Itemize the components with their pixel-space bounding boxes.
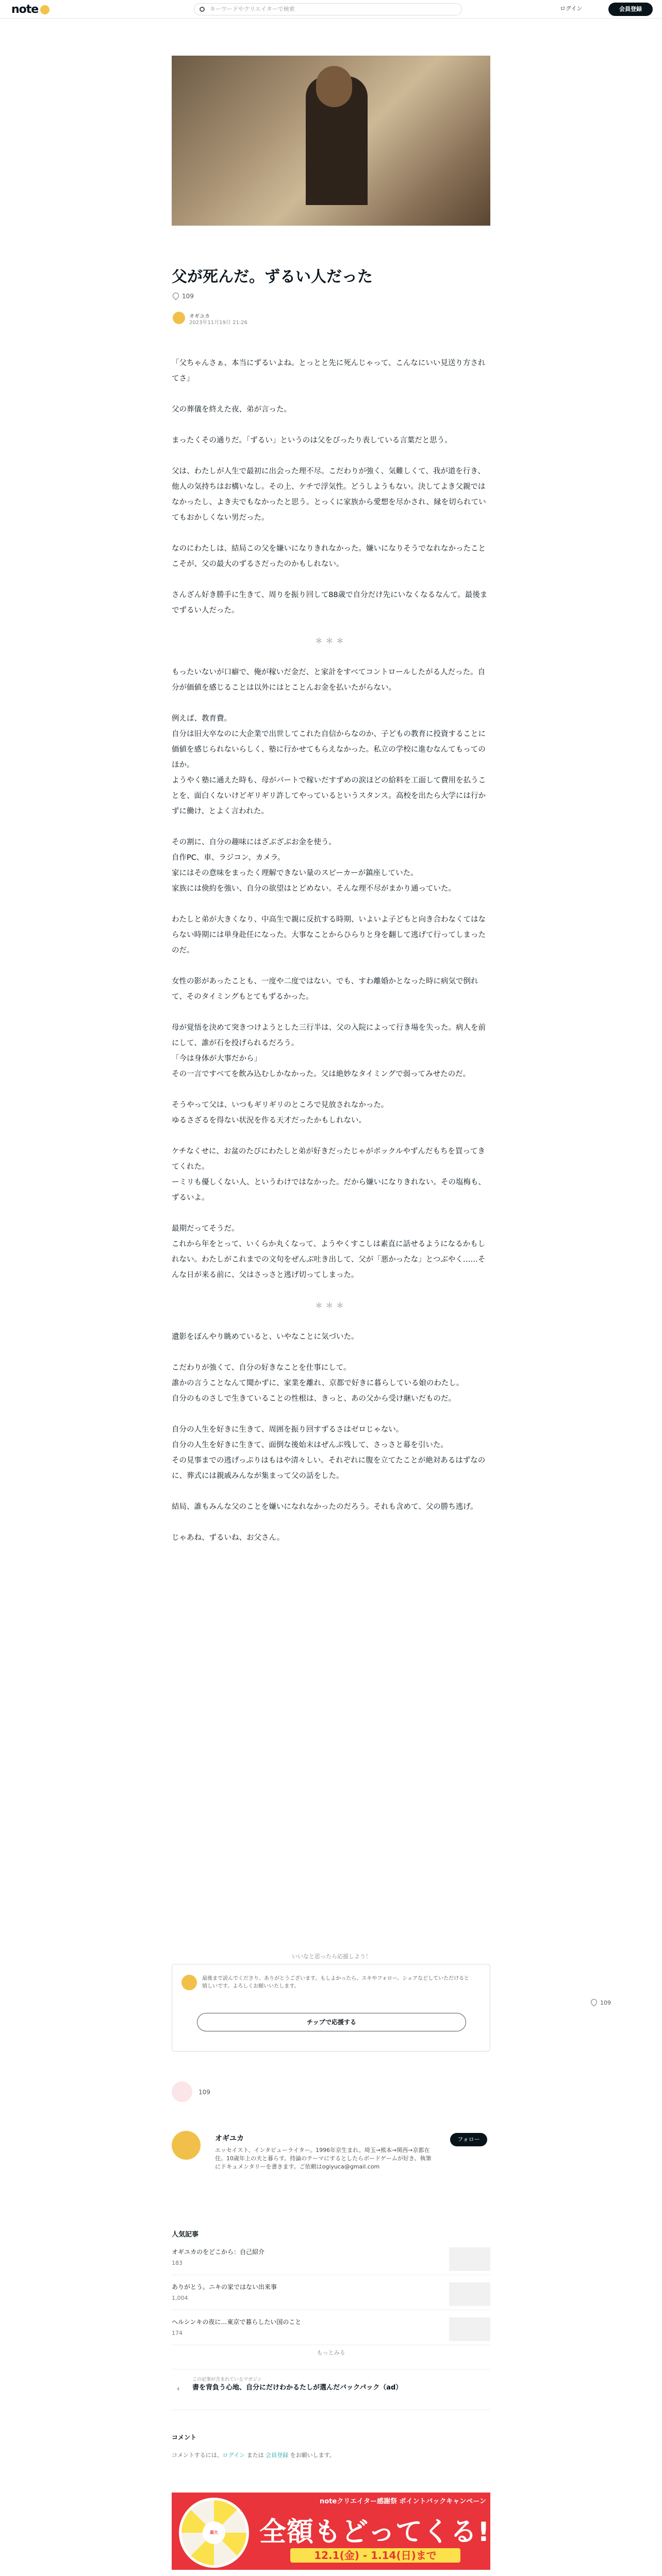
more-link[interactable]: もっとみる xyxy=(317,2349,345,2356)
paragraph: その割に、自分の趣味にはざぶざぶお金を使う。 自作PC、車、ラジコン、カメラ。 家にはその意味をまったく理解できない量のスピーカーが鎮座していた。 家族には倹約を強い、自分の欲望はとどめない。そんな理不尽がまかり通っていた。 xyxy=(172,838,456,893)
paragraph: さんざん好き勝手に生きて、周りを振り回して88歳で自分だけ先にいなくなるなんて。最後までずるい人だった。 xyxy=(172,591,488,615)
popular-heading: 人気記事 xyxy=(172,2231,199,2239)
section-divider: ＊＊＊ xyxy=(315,637,347,646)
banner-headline: 全額もどってくる! xyxy=(259,2517,490,2548)
tip-caption: いいなと思ったら応援しよう！ xyxy=(292,1953,371,1960)
comments-heading: コメント xyxy=(172,2434,197,2441)
author-card xyxy=(172,2131,490,2188)
paragraph: 結局、誰もみんな父のことを嫌いになれなかったのだろう。それも含めて、父の勝ち逃げ。 xyxy=(172,1503,478,1511)
avatar xyxy=(181,1975,197,1990)
author-name[interactable]: オギユカ xyxy=(215,2134,244,2143)
paragraph: 最期だってそうだ。 これから年をとって、いくらか丸くなって、ようやくすこしは素直に話せるようになるかもしれない。わたしがこれまでの文句をぜんぶ吐き出して、父が「悪かったな」とつぶやく……そんな日が来る前に、父はさっさと逃げ切ってしまった。 xyxy=(172,1225,486,1279)
login-link[interactable]: ログイン xyxy=(222,2452,245,2459)
side-actions[interactable]: 109 xyxy=(591,1999,611,2006)
tip-button[interactable]: チップで応援する xyxy=(197,2013,466,2031)
heart-icon[interactable] xyxy=(590,1998,599,2007)
article-title: 父が死んだ。ずるい人だった xyxy=(172,268,373,286)
article-body xyxy=(172,355,490,1561)
hero-image xyxy=(172,56,490,226)
paragraph: まったくその通りだ。「ずるい」というのは父をぴったり表している言葉だと思う。 xyxy=(172,436,452,445)
magazine-title[interactable]: 書を背負う心地、自分にだけわかるたしが選んだバックパック（ad） xyxy=(192,2384,403,2392)
list-item[interactable]: オギユカのをどこから：自己紹介 183 xyxy=(172,2244,490,2275)
paragraph: 例えば、教育費。 自分は旧大卒なのに大企業で出世してこれた自信からなのか、子どもの教育に投資することに価値を感じられないらしく、塾に行かせてもらえなかった。私立の学校に進むなんてもってのほか。 ようやく塾に通えた時も、母がパートで稼いだすずめの涙ほどの給料を工面して費用を払うことを、面白くないけどギリギリ許してやっているというスタンス。高校を出たら大学には行かずに働け、とよく言われた。 xyxy=(172,715,486,816)
paragraph: 遺影をぼんやり眺めていると、いやなことに気づいた。 xyxy=(172,1333,359,1341)
list-item[interactable]: ありがとう。ニキの家ではない出来事 1,004 xyxy=(172,2279,490,2310)
avatar[interactable] xyxy=(172,2131,201,2160)
follow-button[interactable]: フォロー xyxy=(450,2133,487,2146)
paragraph: 母が覚悟を決めて突きつけようとした三行半は、父の入院によって行き場を失った。病人を前にして、誰が石を投げられるだろう。 「今は身体が大事だから」 その一言ですべてを飲み込むしかなかった。父は絶妙なタイミングで弱ってみせたのだ。 xyxy=(172,1024,486,1078)
magazine-label: この記事が含まれているマガジン xyxy=(192,2377,262,2382)
paragraph: 「父ちゃんさぁ、本当にずるいよね。とっとと先に死んじゃって、こんなにいい見送り方されてさ」 xyxy=(172,359,486,383)
like-button[interactable] xyxy=(172,2081,192,2102)
paragraph: 自分の人生を好きに生きて、周囲を振り回すずるさはゼロじゃない。 自分の人生を好きに生きて、面倒な後始末はぜんぶ残して、さっさと幕を引いた。 その見事までの逃げっぷりはもはや清々しい。それぞれに腹を立てたことが絶対あるはずなのに、葬式には親戚みんなが集まって父の話をした。 xyxy=(172,1426,486,1480)
campaign-banner[interactable] xyxy=(172,2493,490,2570)
paragraph: じゃあね、ずるいね、お父さん。 xyxy=(172,1534,285,1542)
banner-title: noteクリエイター感謝祭 ポイントバックキャンペーン xyxy=(320,2498,486,2505)
paragraph: わたしと弟が大きくなり、中高生で親に反抗する時期、いよいよ子どもと向き合わなくてはならない時期には単身赴任になった。大事なことからひらりと身を翻して逃げて行ってしまったのだ。 xyxy=(172,916,486,955)
wheel-label: 最大 xyxy=(203,2521,225,2544)
post-date: 2023年11月19日 21:26 xyxy=(189,320,247,326)
tip-box xyxy=(172,1953,490,2052)
paragraph: こだわりが強くて、自分の好きなことを仕事にして。 誰かの言うことなんて聞かずに、家業を離れ、京都で好きに暮らしている娘のわたし。 自分のものさしで生きていることの性根は、きっと、あの父から受け継いだものだ。 xyxy=(172,1364,464,1403)
author-bio: エッセイスト、インタビューライター。1996年京生まれ。埼玉→熊本→関西→京都在住。10歳年上の夫と暮らす。持論のテーマにするとしたらボードゲームが好き。執筆にドキュメンタリーを書きます。ご依頼はogiyuca@gmail.com xyxy=(215,2147,432,2170)
magazine-box[interactable] xyxy=(172,2369,490,2410)
global-header xyxy=(0,0,662,19)
paragraph: そうやって父は、いつもギリギリのところで見放されなかった。 ゆるさざるを得ない状況を作る天才だったかもしれない。 xyxy=(172,1101,389,1125)
heart-icon xyxy=(172,292,180,300)
search-icon xyxy=(200,7,205,12)
action-bar xyxy=(172,2081,490,2102)
banner-dates: 12.1(金) - 1.14(日)まで xyxy=(290,2548,460,2563)
section-divider: ＊＊＊ xyxy=(315,1302,347,1310)
paragraph: ケチなくせに、お盆のたびにわたしと弟が好きだったじゃがポックルやずんだもちを買ってきてくれた。 ーミリも優しくない人、というわけではなかった。だから嫌いになりきれない。その塩梅も、ずるいよ。 xyxy=(172,1147,486,1202)
paragraph: 女性の影があったことも、一度や二度ではない。でも、すわ離婚かとなった時に病気で倒れて、そのタイミングもとてもずるかった。 xyxy=(172,977,478,1001)
like-count: 109 xyxy=(198,2089,210,2096)
note-logo[interactable]: note xyxy=(11,3,49,16)
comments-section: コメント コメントするには、ログイン または 会員登録 をお願いします。 xyxy=(172,2433,490,2459)
like-count[interactable]: 109 xyxy=(173,293,194,300)
search-input[interactable]: キーワードやクリエイターで検索 xyxy=(194,3,462,15)
paragraph: もったいないが口癖で、俺が稼いだ金だ、と家計をすべてコントロールしたがる人だった。自分が価値を感じることは以外にはとことんお金を払いたがらない。 xyxy=(172,668,486,692)
author-name[interactable]: オギユカ xyxy=(189,314,210,319)
signup-button[interactable]: 会員登録 xyxy=(608,3,653,16)
paragraph: なのにわたしは、結局この父を嫌いになりきれなかった。嫌いになりそうでなれなかったことこそが、父の最大のずるさだったのかもしれない。 xyxy=(172,545,486,568)
login-link[interactable]: ログイン xyxy=(560,5,583,12)
chevron-left-icon: ‹ xyxy=(177,2385,180,2393)
list-item[interactable]: ヘルシンキの夜に…東京で暮らしたい国のこと 174 xyxy=(172,2314,490,2345)
signup-link[interactable]: 会員登録 xyxy=(266,2452,289,2459)
paragraph: 父は、わたしが人生で最初に出会った理不尽。こだわりが強く、気難しくて、我が道を行き、他人の気持ちはお構いなし。その上、ケチで浮気性。どうしようもない。決してよき父親ではなかったし、よき夫でもなかったと思う。とっくに家族から愛想を尽かされ、縁を切られていてもおかしくない男だった。 xyxy=(172,467,486,522)
paragraph: 父の葬儀を終えた夜、弟が言った。 xyxy=(172,405,291,414)
logo-face-icon xyxy=(40,5,49,14)
avatar[interactable] xyxy=(173,312,185,324)
tip-message: 最後まで読んでくださり、ありがとうございます。もしよかったら、スキやフォロー、シェアなどしていただけると嬉しいです。よろしくお願いいたします。 xyxy=(202,1976,470,1989)
